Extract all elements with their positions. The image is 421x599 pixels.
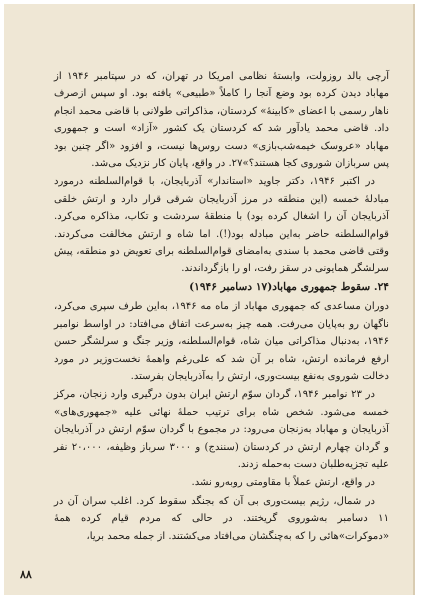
paragraph: در ۲۳ نوامبر ۱۹۴۶، گردان سوّم ارتش ایران بدون درگیری وارد زنجان، مرکز خمسه می‌شود. شخص شاه برای ترتیب حملهٔ نهائی علیه «جمهوری‌های» آذربایجان و مهاباد به‌زنجان می‌رود: در مجموع با گردان سوّم ارتش در آذربایجان و گردان چهارم ارتش در کردستان (سنندج) و ۳۰۰۰ سرباز وظیفه، ۲۰،۰۰۰ نفر علیه تجزیه‌طلبان دست به‌حمله زدند. bbox=[54, 389, 389, 470]
paragraph: در اکتبر ۱۹۴۶، دکتر جاوید «استاندار» آذربایجان، با قوام‌السلطنه درمورد مبادلهٔ خمسه (این منطقه در مرز آذربایجان شرقی قرار دارد و ارتش خلقی آذربایجان آن را اشغال کرده بود) با منطقهٔ سردشت و تکاب، مذاکره می‌کرد. قوام‌السلطنه حاضر به‌این مبادله بود(!). اما شاه و ارتش مخالفت می‌کردند. وقتی قاضی محمد با سندی به‌امضای قوام‌السلطنه برای تعویض دو منطقه، پیش سرلشگر همایونی در سقز رفت، او را بازگرداندند. bbox=[54, 176, 389, 275]
section-heading: ۲۴. سقوط جمهوری مهاباد(۱۷ دسامبر ۱۹۴۶) bbox=[189, 280, 389, 293]
body-text bbox=[54, 68, 389, 545]
paragraph: دوران مساعدی که جمهوری مهاباد از ماه مه ۱۹۴۶، به‌این طرف سپری می‌کرد، ناگهان رو به‌پایان می‌رفت. همه چیز به‌سرعت اتفاق می‌افتاد: در اواسط نوامبر ۱۹۴۶، به‌دنبال مذاکراتی میان شاه، قوام‌السلطنه، وزیر جنگ و سرلشگر حسن ارفع فرمانده ارتش، شاه بر آن شد که علی‌رغم واهمهٔ نخست‌وزیر در مورد دخالت شوروی به‌نفع بیست‌وری، ارتش را به‌آذربایجان بفرستد. bbox=[54, 301, 389, 382]
paragraph: در شمال، رژیم بیست‌وری بی آن که بجنگد سقوط کرد. اغلب سران آن در ۱۱ دسامبر به‌شوروی گریختند. در حالی که مردم قیام کرده همهٔ «دموکرات»هائی را که به‌چنگشان می‌افتاد می‌کشتند. از جمله محمد بریا، bbox=[54, 495, 389, 542]
paragraph: در واقع، ارتش عملاً با مقاومتی روبه‌رو نشد. bbox=[191, 477, 375, 489]
paragraph: آرچی بالد روزولت، وابستهٔ نظامی امریکا در تهران، که در سپتامبر ۱۹۴۶ از مهاباد دیدن کرده بود وضع آنجا را کاملاً «طبیعی» یافته بود. او سپس ازصرف ناهار رسمی با اعضای «کابینهٔ» کردستان، مذاکراتی طولانی با قاضی محمد انجام داد. قاضی محمد یادآور شد که کردستان یک کشور «آزاد» است و جمهوری مهاباد «عروسک خیمه‌شب‌بازی» دست روس‌ها نیست، و افزود «اگر چنین بود پس سربازان شوروی کجا هستند؟»۲۷. در واقع، پایان کار نزدیک می‌شد. bbox=[54, 71, 389, 170]
page-number: ۸۸ bbox=[20, 568, 32, 581]
book-page bbox=[4, 4, 415, 595]
